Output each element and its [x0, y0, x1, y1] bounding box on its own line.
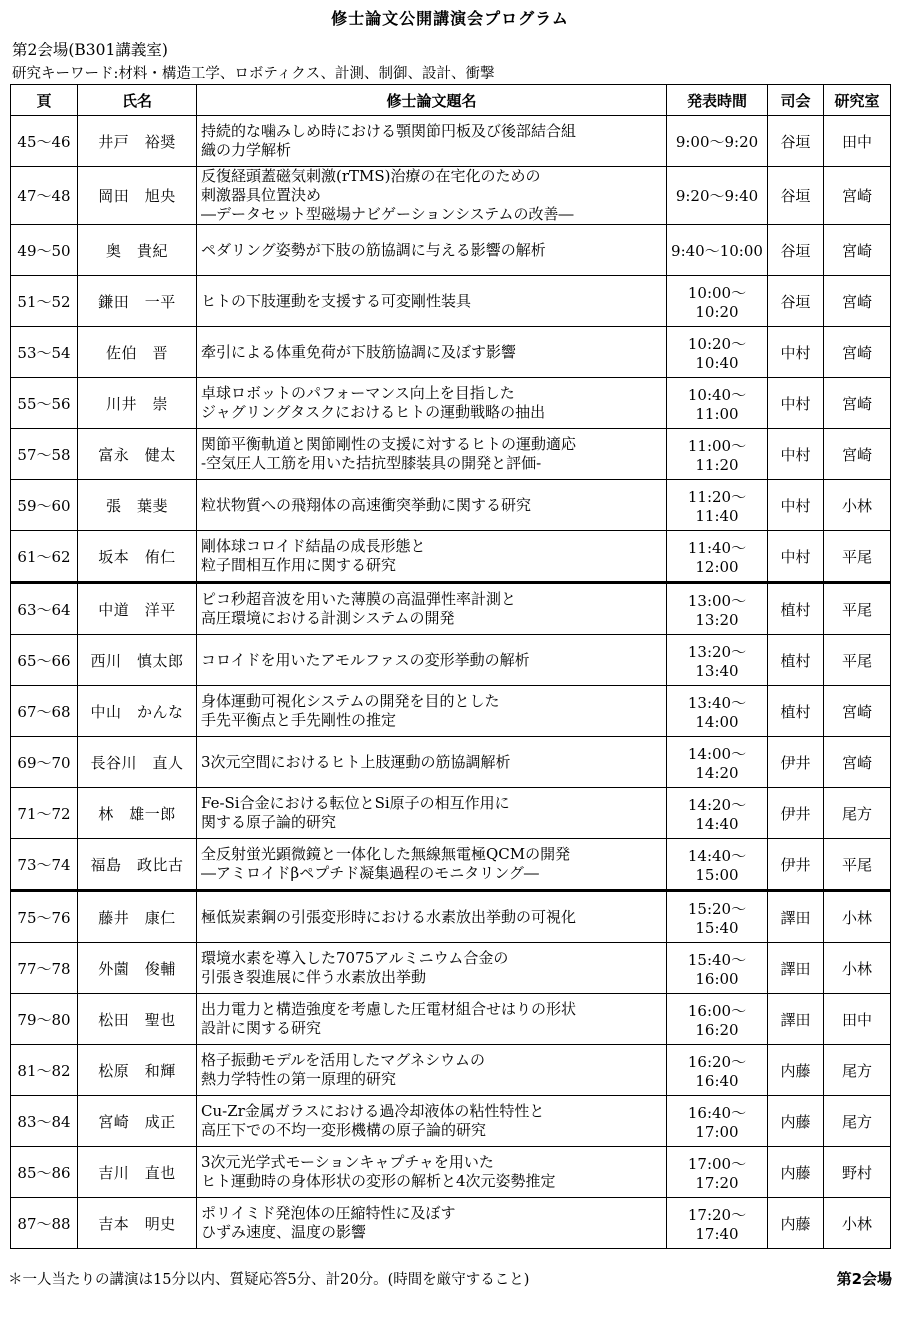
cell-lab: 平尾: [824, 635, 891, 686]
cell-chair: 植村: [768, 583, 824, 635]
cell-lab: 宮崎: [824, 327, 891, 378]
cell-thesis-title: [197, 737, 667, 788]
cell-time: 11:20～11:40: [667, 480, 768, 531]
thesis-title-line: ペダリング姿勢が下肢の筋協調に与える影響の解析: [201, 240, 546, 259]
cell-thesis-title: [197, 686, 667, 737]
cell-lab: 尾方: [824, 1096, 891, 1147]
cell-lab: 小林: [824, 480, 891, 531]
venue-label: 第2会場(B301講義室): [12, 41, 168, 59]
thesis-title-line: 粒状物質への飛翔体の高速衝突挙動に関する研究: [201, 495, 532, 514]
cell-chair: 中村: [768, 327, 824, 378]
thesis-title-line: 関する原子論的研究: [201, 813, 337, 831]
table-row: [11, 480, 891, 531]
cell-time: 13:40～14:00: [667, 686, 768, 737]
cell-lab: 尾方: [824, 1045, 891, 1096]
cell-time: 10:00～10:20: [667, 276, 768, 327]
table-row: [11, 839, 891, 891]
thesis-title-line: ―データセット型磁場ナビゲーションシステムの改善―: [201, 205, 574, 223]
header-chair: 司会: [768, 85, 824, 116]
thesis-title-line: 反復経頭蓋磁気刺激(rTMS)治療の在宅化のための: [201, 167, 541, 185]
cell-pages: 69～70: [11, 737, 78, 788]
cell-pages: 79～80: [11, 994, 78, 1045]
thesis-title-line: 極低炭素鋼の引張変形時における水素放出挙動の可視化: [201, 907, 577, 926]
table-row: [11, 583, 891, 635]
cell-thesis-title: [197, 1045, 667, 1096]
cell-time: 10:40～11:00: [667, 378, 768, 429]
table-row: [11, 276, 891, 327]
thesis-title-line: 関節平衡軌道と関節剛性の支援に対するヒトの運動適応: [201, 435, 577, 453]
cell-thesis-title: [197, 1147, 667, 1198]
cell-name: 張 葉斐: [78, 480, 197, 531]
cell-lab: 尾方: [824, 788, 891, 839]
table-row: [11, 686, 891, 737]
cell-chair: 谷垣: [768, 116, 824, 167]
header-pages: 頁: [11, 85, 78, 116]
cell-thesis-title: [197, 167, 667, 225]
cell-name: 松田 聖也: [78, 994, 197, 1045]
thesis-title-line: 持続的な噛みしめ時における顎関節円板及び後部結合組: [201, 122, 577, 140]
cell-chair: 伊井: [768, 788, 824, 839]
table-row: [11, 531, 891, 583]
thesis-title-line: 織の力学解析: [201, 141, 292, 159]
cell-pages: 49～50: [11, 225, 78, 276]
table-row: [11, 635, 891, 686]
cell-time: 11:40～12:00: [667, 531, 768, 583]
cell-chair: 中村: [768, 531, 824, 583]
thesis-title-line: 引張き裂進展に伴う水素放出挙動: [201, 968, 427, 986]
cell-lab: 宮崎: [824, 737, 891, 788]
cell-lab: 平尾: [824, 583, 891, 635]
thesis-title-line: Fe-Si合金における転位とSi原子の相互作用に: [201, 794, 510, 812]
cell-name: 吉川 直也: [78, 1147, 197, 1198]
cell-thesis-title: [197, 583, 667, 635]
cell-lab: 宮崎: [824, 378, 891, 429]
cell-pages: 57～58: [11, 429, 78, 480]
cell-name: 長谷川 直人: [78, 737, 197, 788]
cell-lab: 田中: [824, 116, 891, 167]
thesis-title-line: ピコ秒超音波を用いた薄膜の高温弾性率計測と: [201, 590, 517, 608]
cell-lab: 宮崎: [824, 429, 891, 480]
thesis-title-line: 卓球ロボットのパフォーマンス向上を目指した: [201, 384, 515, 402]
cell-time: 16:20～16:40: [667, 1045, 768, 1096]
cell-name: 宮崎 成正: [78, 1096, 197, 1147]
cell-chair: 谷垣: [768, 225, 824, 276]
footnote: ＊一人当たりの講演は15分以内、質疑応答5分、計20分。(時間を厳守すること): [8, 1272, 530, 1288]
cell-pages: 67～68: [11, 686, 78, 737]
cell-name: 佐伯 晋: [78, 327, 197, 378]
cell-lab: 田中: [824, 994, 891, 1045]
thesis-title-line: 熱力学特性の第一原理的研究: [201, 1070, 397, 1088]
thesis-title-line: 3次元光学式モーションキャプチャを用いた: [201, 1153, 494, 1171]
cell-pages: 61～62: [11, 531, 78, 583]
cell-time: 16:00～16:20: [667, 994, 768, 1045]
table-header-row: [11, 85, 891, 116]
table-row: [11, 943, 891, 994]
cell-time: 17:20～17:40: [667, 1198, 768, 1249]
cell-thesis-title: [197, 891, 667, 943]
header-time: 発表時間: [667, 85, 768, 116]
cell-lab: 小林: [824, 891, 891, 943]
thesis-title-line: 3次元空間におけるヒト上肢運動の筋協調解析: [201, 752, 511, 771]
cell-time: 14:40～15:00: [667, 839, 768, 891]
cell-name: 坂本 侑仁: [78, 531, 197, 583]
program-body: [11, 116, 891, 1249]
cell-thesis-title: [197, 1096, 667, 1147]
cell-pages: 81～82: [11, 1045, 78, 1096]
cell-chair: 谷垣: [768, 276, 824, 327]
cell-lab: 宮崎: [824, 225, 891, 276]
cell-name: 中道 洋平: [78, 583, 197, 635]
cell-pages: 63～64: [11, 583, 78, 635]
table-row: [11, 429, 891, 480]
cell-thesis-title: [197, 276, 667, 327]
cell-thesis-title: [197, 943, 667, 994]
cell-pages: 85～86: [11, 1147, 78, 1198]
cell-lab: 平尾: [824, 531, 891, 583]
thesis-title-line: 環境水素を導入した7075アルミニウム合金の: [201, 949, 509, 967]
cell-chair: 中村: [768, 378, 824, 429]
thesis-title-line: ヒト運動時の身体形状の変形の解析と4次元姿勢推定: [201, 1172, 556, 1190]
thesis-title-line: 剛体球コロイド結晶の成長形態と: [201, 537, 426, 555]
cell-time: 17:00～17:20: [667, 1147, 768, 1198]
thesis-title-line: ジャグリングタスクにおけるヒトの運動戦略の抽出: [201, 403, 546, 421]
thesis-title-line: 刺激器具位置決め: [201, 186, 322, 204]
cell-name: 松原 和輝: [78, 1045, 197, 1096]
cell-chair: 伊井: [768, 839, 824, 891]
cell-name: 西川 慎太郎: [78, 635, 197, 686]
thesis-title-line: 牽引による体重免荷が下肢筋協調に及ぼす影響: [201, 342, 517, 361]
table-row: [11, 327, 891, 378]
thesis-title-line: ポリイミド発泡体の圧縮特性に及ぼす: [201, 1204, 456, 1222]
header-lab: 研究室: [824, 85, 891, 116]
cell-name: 中山 かんな: [78, 686, 197, 737]
cell-time: 13:20～13:40: [667, 635, 768, 686]
cell-chair: 中村: [768, 480, 824, 531]
cell-chair: 譯田: [768, 891, 824, 943]
table-row: [11, 167, 891, 225]
cell-thesis-title: [197, 635, 667, 686]
cell-thesis-title: [197, 378, 667, 429]
cell-thesis-title: [197, 839, 667, 891]
cell-time: 11:00～11:20: [667, 429, 768, 480]
cell-chair: 谷垣: [768, 167, 824, 225]
cell-lab: 小林: [824, 943, 891, 994]
cell-pages: 83～84: [11, 1096, 78, 1147]
table-row: [11, 891, 891, 943]
cell-name: 岡田 旭央: [78, 167, 197, 225]
cell-pages: 71～72: [11, 788, 78, 839]
table-row: [11, 378, 891, 429]
cell-pages: 73～74: [11, 839, 78, 891]
cell-time: 9:20～9:40: [667, 167, 768, 225]
cell-name: 福島 政比古: [78, 839, 197, 891]
cell-pages: 45～46: [11, 116, 78, 167]
cell-name: 富永 健太: [78, 429, 197, 480]
cell-chair: 譯田: [768, 994, 824, 1045]
table-row: [11, 1198, 891, 1249]
thesis-title-line: 全反射蛍光顕微鏡と一体化した無線無電極QCMの開発: [201, 845, 571, 863]
cell-lab: 小林: [824, 1198, 891, 1249]
cell-chair: 伊井: [768, 737, 824, 788]
cell-chair: 内藤: [768, 1045, 824, 1096]
cell-name: 藤井 康仁: [78, 891, 197, 943]
cell-thesis-title: [197, 225, 667, 276]
cell-lab: 平尾: [824, 839, 891, 891]
cell-time: 15:40～16:00: [667, 943, 768, 994]
cell-chair: 内藤: [768, 1096, 824, 1147]
footer-venue-label: 第2会場: [836, 1270, 892, 1288]
page-title: 修士論文公開講演会プログラム: [331, 9, 569, 28]
cell-thesis-title: [197, 788, 667, 839]
cell-time: 10:20～10:40: [667, 327, 768, 378]
cell-name: 外薗 俊輔: [78, 943, 197, 994]
cell-pages: 87～88: [11, 1198, 78, 1249]
cell-time: 15:20～15:40: [667, 891, 768, 943]
header-thesis-title: 修士論文題名: [197, 85, 667, 116]
cell-name: 川井 崇: [78, 378, 197, 429]
thesis-title-line: 身体運動可視化システムの開発を目的とした: [201, 692, 500, 710]
cell-thesis-title: [197, 480, 667, 531]
cell-time: 9:40～10:00: [667, 225, 768, 276]
table-row: [11, 737, 891, 788]
cell-thesis-title: [197, 327, 667, 378]
thesis-title-line: ヒトの下肢運動を支援する可変剛性装具: [201, 291, 472, 310]
research-keywords: 研究キーワード:材料・構造工学、ロボティクス、計測、制御、設計、衝撃: [12, 66, 495, 82]
cell-thesis-title: [197, 1198, 667, 1249]
cell-lab: 野村: [824, 1147, 891, 1198]
cell-thesis-title: [197, 116, 667, 167]
cell-pages: 53～54: [11, 327, 78, 378]
cell-thesis-title: [197, 429, 667, 480]
cell-name: 奥 貴紀: [78, 225, 197, 276]
thesis-title-line: 粒子間相互作用に関する研究: [201, 556, 397, 574]
cell-time: 16:40～17:00: [667, 1096, 768, 1147]
table-row: [11, 225, 891, 276]
cell-name: 林 雄一郎: [78, 788, 197, 839]
cell-chair: 内藤: [768, 1198, 824, 1249]
cell-chair: 内藤: [768, 1147, 824, 1198]
cell-pages: 77～78: [11, 943, 78, 994]
cell-pages: 47～48: [11, 167, 78, 225]
thesis-title-line: ―アミロイドβペプチド凝集過程のモニタリング―: [201, 864, 539, 882]
cell-lab: 宮崎: [824, 167, 891, 225]
cell-pages: 51～52: [11, 276, 78, 327]
table-row: [11, 994, 891, 1045]
cell-chair: 中村: [768, 429, 824, 480]
cell-chair: 植村: [768, 686, 824, 737]
thesis-title-line: 設計に関する研究: [201, 1019, 322, 1037]
thesis-title-line: 高圧下での不均一変形機構の原子論的研究: [201, 1121, 487, 1139]
cell-name: 鎌田 一平: [78, 276, 197, 327]
thesis-title-line: Cu-Zr金属ガラスにおける過冷却液体の粘性特性と: [201, 1102, 545, 1120]
cell-pages: 75～76: [11, 891, 78, 943]
cell-lab: 宮崎: [824, 686, 891, 737]
table-row: [11, 116, 891, 167]
thesis-title-line: 格子振動モデルを活用したマグネシウムの: [201, 1051, 485, 1069]
cell-lab: 宮崎: [824, 276, 891, 327]
table-row: [11, 1045, 891, 1096]
cell-thesis-title: [197, 994, 667, 1045]
thesis-title-line: -空気圧人工筋を用いた拮抗型膝装具の開発と評価-: [201, 454, 542, 472]
table-row: [11, 1147, 891, 1198]
cell-thesis-title: [197, 531, 667, 583]
thesis-title-line: 手先平衡点と手先剛性の推定: [201, 711, 397, 729]
table-row: [11, 788, 891, 839]
cell-pages: 65～66: [11, 635, 78, 686]
table-row: [11, 1096, 891, 1147]
thesis-title-line: 出力電力と構造強度を考慮した圧電材組合せはりの形状: [201, 1000, 577, 1018]
header-name: 氏名: [78, 85, 197, 116]
cell-name: 吉本 明史: [78, 1198, 197, 1249]
thesis-title-line: 高圧環境における計測システムの開発: [201, 609, 455, 627]
thesis-title-line: コロイドを用いたアモルファスの変形挙動の解析: [201, 650, 530, 669]
cell-chair: 植村: [768, 635, 824, 686]
cell-time: 14:00～14:20: [667, 737, 768, 788]
cell-time: 13:00～13:20: [667, 583, 768, 635]
cell-name: 井戸 裕奨: [78, 116, 197, 167]
cell-time: 9:00～9:20: [667, 116, 768, 167]
cell-pages: 55～56: [11, 378, 78, 429]
thesis-title-line: ひずみ速度、温度の影響: [201, 1223, 367, 1241]
program-table: [10, 84, 891, 1249]
cell-chair: 譯田: [768, 943, 824, 994]
cell-pages: 59～60: [11, 480, 78, 531]
cell-time: 14:20～14:40: [667, 788, 768, 839]
